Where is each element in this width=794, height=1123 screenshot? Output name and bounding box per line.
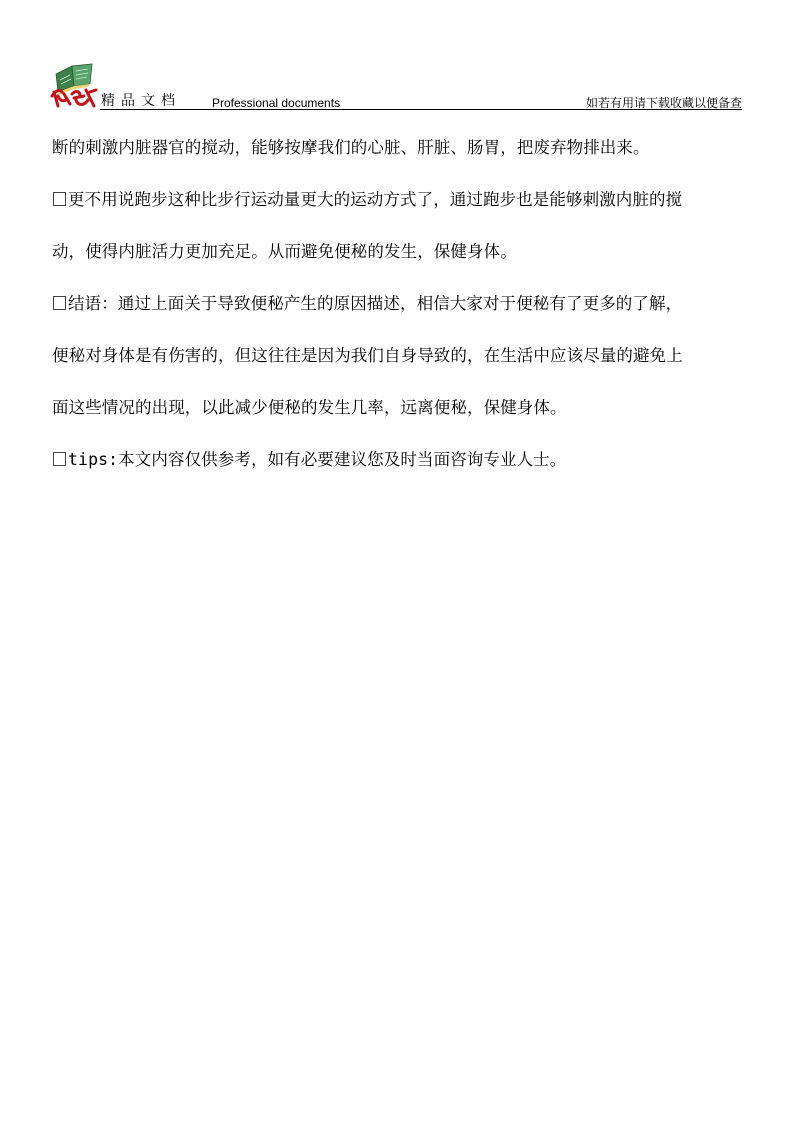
paragraph-line-3 — [52, 226, 764, 278]
tips-prefix: tips: — [68, 450, 119, 469]
line-text: 断的刺激内脏器官的搅动，能够按摩我们的心脏、肝脏、肠胃，把废弃物排出来。 — [52, 138, 650, 157]
header-download-note: 如若有用请下载收藏以便备查 — [585, 96, 742, 110]
document-body — [52, 122, 764, 486]
paragraph-line-1 — [52, 122, 764, 174]
header-title-cn: 精品文档 — [101, 93, 181, 109]
line-text: 面这些情况的出现，以此减少便秘的发生几率，远离便秘，保健身体。 — [52, 398, 567, 417]
paragraph-line-5 — [52, 330, 764, 382]
book-logo-icon — [50, 56, 98, 108]
missing-glyph-box-icon — [53, 192, 66, 206]
line-text: 本文内容仅供参考，如有必要建议您及时当面咨询专业人士。 — [118, 450, 567, 469]
missing-glyph-box-icon — [53, 452, 66, 466]
missing-glyph-box-icon — [53, 296, 66, 310]
line-text: 动，使得内脏活力更加充足。从而避免便秘的发生，保健身体。 — [52, 242, 517, 261]
paragraph-line-4 — [52, 278, 764, 330]
page-header — [0, 0, 794, 112]
paragraph-line-2 — [52, 174, 764, 226]
paragraph-line-7 — [52, 434, 764, 486]
header-divider — [100, 109, 742, 110]
line-text: 更不用说跑步这种比步行运动量更大的运动方式了，通过跑步也是能够刺激内脏的搅 — [68, 190, 683, 209]
line-text: 结语：通过上面关于导致便秘产生的原因描述，相信大家对于便秘有了更多的了解， — [68, 294, 683, 313]
paragraph-line-6 — [52, 382, 764, 434]
line-text: 便秘对身体是有伤害的，但这往往是因为我们自身导致的，在生活中应该尽量的避免上 — [52, 346, 683, 365]
header-title-en: Professional documents — [212, 96, 341, 110]
